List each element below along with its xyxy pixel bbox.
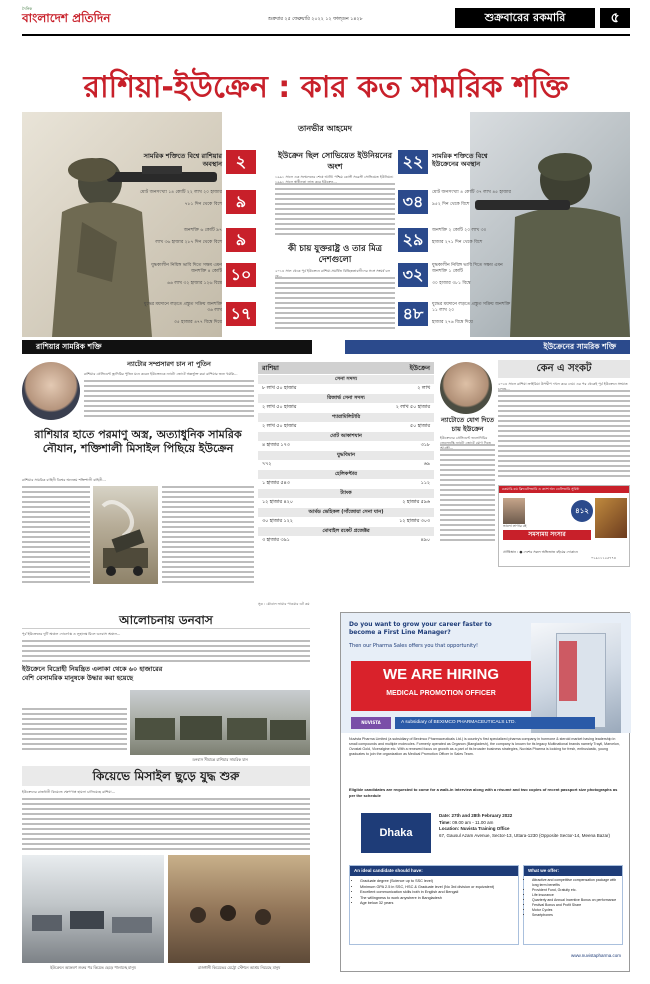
date-label: Date:: [439, 813, 451, 818]
nuclear-headline: রাশিয়ার হাতে পরমাণু অস্ত্র, অত্যাধুনিক সামরিক নৌযান, শক্তিশালী মিসাইল পিছিয়ে ইউক্রেন: [34, 428, 242, 455]
stat-sub: ৯৫২ দিন থেকে বিশে: [432, 202, 470, 207]
book-cover: [595, 498, 627, 538]
ukraine-strength-label: ইউক্রেনের সামরিক শক্তি: [345, 340, 630, 354]
russia-strength-label: রাশিয়ার সামরিক শক্তি: [22, 340, 312, 354]
stat-value: ৯: [226, 228, 256, 252]
ukraine-value: ২ লাখ ৫০ হাজার: [395, 405, 430, 410]
offer-heading: What we offer:: [524, 866, 622, 876]
comparison-table: [258, 362, 434, 607]
stat-sub: লাখ ৩৬ হাজার ২৮৭ দিন থেকে বিশে: [155, 240, 222, 245]
kyiv-traffic-photo: [22, 855, 164, 963]
stat-label: মোট জনসংখ্যা ৪ কোটি ৩৭ লাখ ৪৫ হাজার: [432, 190, 511, 195]
feature-title: রাশিয়া-ইউক্রেন : কার কত সামরিক শক্তি: [83, 70, 569, 105]
stat-sub: হাজার ২৭১ দিন থেকে বিশে: [432, 240, 483, 245]
ideal-item: • Excellent communication skills both in English and Bengali: [360, 890, 518, 896]
table-category: যুদ্ধবিমান: [258, 451, 434, 460]
russia-stat: [140, 263, 275, 293]
table-category: মোট আকাশযান: [258, 432, 434, 441]
donbas-heading: আলোচনায় ডনবাস: [22, 612, 310, 629]
offer-list: [524, 878, 622, 918]
military-convoy-photo: [130, 690, 310, 755]
russia-stat: [140, 228, 275, 254]
kyiv-caption-1: ইউক্রেনে আক্রমণ শুরুর পর কিয়েভ ছেড়ে পালাচ্ছে মানুষ: [50, 965, 136, 970]
stat-label: যুদ্ধের ময়দানে লড়তে প্রস্তুত সক্রিয় জনশক্তি ১১ লাখ ২০: [432, 302, 511, 313]
book-title: সমসাময় সংসার: [503, 530, 591, 540]
book-badge-number: ৪১২: [575, 507, 589, 515]
center-text-1: ১৯৯১ সালে এক সম্মেলনের শেষে আর্নি। পশ্চিম কোস্ট সব্রেস্ট সোভিয়েত ইউনিয়ন।: [275, 175, 394, 179]
offer-item: • Quarterly and Annual Incentive Bonus on performance: [532, 898, 622, 903]
ukraine-value: ৩১৮: [420, 443, 430, 448]
putin-heading: ন্যাটোর সম্প্রসারণ চান না পুতিন: [127, 360, 211, 368]
book-ad-top: রকমারি.কম ফ্রিডেলিভারি ও ক্যাশ অন ডেলিভারি সুবিধা: [499, 486, 629, 493]
offer-item: • Life insurance: [532, 893, 622, 898]
ukraine-value: ৪৯০: [420, 538, 430, 543]
ideal-item: • Minimum GPA 2.5 in SSC, HSC & Graduate level (No 3rd division or equivalent): [360, 885, 518, 891]
ukraine-stat: [398, 263, 538, 293]
stat-value: ১৭: [226, 302, 256, 326]
stat-label: সামরিক শক্তিতে বিশ্বে রাশিয়ার অবস্থান: [143, 152, 222, 168]
crisis-text: ২০২৪ সালে রাশিয়া ক্রাইমিয়া উপদ্বীপ দখল করে নেয়। এর পর থেকেই পূর্ব ইউক্রেনে সংঘাত: [498, 382, 628, 386]
crisis-heading: কেন এ সংকট: [498, 360, 630, 378]
table-row: [258, 422, 434, 432]
table-category: প্যারামিলিটারি: [258, 413, 434, 422]
stat-sub: হাজার ২৭৬ বিশ্বে দিয়ে: [432, 320, 473, 325]
table-category: হেলিকপ্টার: [258, 470, 434, 479]
stat-value: ৪৮: [398, 302, 428, 326]
donbas-quote: ইউক্রেনে বিদ্রোহী নিয়ন্ত্রিত এলাকা থেকে ৬০ হাজারের বেশি বেসামরিক মানুষকে উদ্ধার করা হয়েছে: [22, 665, 163, 682]
offer-item: • Motor Cycles: [532, 908, 622, 913]
metro-shelter-photo: [168, 855, 310, 963]
ad-question: Do you want to grow your career faster to become a First Line Manager?: [349, 621, 492, 636]
stat-label: জনশক্তি ২ কোটি ২০ লাখ ৩০: [432, 228, 487, 233]
hiring-title: WE ARE HIRING: [382, 666, 500, 683]
stat-sub: ৩০ হাজার ৩৮১ বিশ্বে: [432, 281, 471, 286]
nuclear-text-lines-right: [162, 486, 254, 586]
table-category: রিজার্ভ সেনা সদস্য: [258, 394, 434, 403]
ideal-item: • Age below 32 years: [360, 901, 518, 907]
table-category: সেনা সদস্য: [258, 375, 434, 384]
masthead: [22, 6, 132, 32]
book-ad-phone: ০১৯১১১২৫৭৭৪: [591, 556, 617, 560]
stat-label: যুদ্ধকালীন নিয়িঙ্গ ভাবি দিতে সক্ষম এমন জনশক্তি ১ কোটি: [432, 263, 503, 274]
zelensky-text-lines: [440, 444, 495, 540]
book-author-photo: [503, 498, 525, 524]
putin-photo: [22, 362, 80, 420]
ukraine-stat: [398, 150, 538, 176]
putin-text: রাশিয়ার প্রেসিডেন্ট ভ্লাদিমির পুতিন মনে করেন ইউক্রেনকে ন্যাটো জোটে অন্তর্ভুক্ত করা রাশিয়ার জন্য হুমকি...: [84, 372, 238, 376]
stat-sub: ৩৫ হাজার ৪৭৭ বিশ্বে দিয়ে: [173, 320, 222, 325]
nuclear-text: রাশিয়ার সামরিক বাহিনী বিশ্বের অন্যতম শক্তিশালী বাহিনী...: [22, 478, 106, 482]
table-row: [258, 517, 434, 527]
kyiv-caption-2: রাজধানী কিয়েভের মেট্রো স্টেশনে আশ্রয় নিয়েছে মানুষ: [197, 965, 281, 970]
masthead-logo: বাংলাদেশ প্রতিদিন: [22, 11, 111, 25]
missile-text: ইউক্রেনের রাজধানী কিয়েভে ক্ষেপণাস্ত্র হামলা চালিয়েছে রাশিয়া...: [22, 790, 115, 794]
hiring-subtitle: MEDICAL PROMOTION OFFICER: [386, 690, 496, 697]
stat-sub: ৭৮১ দিন থেকে বিশে: [184, 202, 222, 207]
russia-value: ১২ হাজার ৪২০: [262, 500, 293, 505]
table-category: মোবাইল রকেট প্রজেক্টর: [258, 527, 434, 536]
table-category: আর্মড ভেহিকল (সাঁজোয়া সেনা যান): [258, 508, 434, 517]
stat-value: ৩২: [398, 263, 428, 287]
ideal-candidate-panel: [349, 865, 519, 945]
col-ukraine: ইউক্রেন: [409, 364, 430, 372]
table-row: [258, 536, 434, 546]
stat-label: যুদ্ধের ময়দানে লড়তে প্রস্তুত সক্রিয় জনশক্তি ৩৬ লাখ: [143, 302, 222, 313]
donbas-text-lines-top: [22, 640, 310, 665]
russia-value: ৪ হাজার ১৭৩: [262, 443, 290, 448]
zelensky-text: ইউক্রেনের প্রেসিডেন্ট ভলোদিমির: [440, 436, 488, 440]
table-row: [258, 403, 434, 413]
stat-label: জনশক্তি ৬ কোটি ৯৭: [183, 228, 222, 233]
ukraine-value: ১১২: [420, 481, 430, 486]
eligibility-note: Eligible candidates are requested to come for a walk-in interview along with a résumé and two copies of recent passport size photographs as per the schedule: [349, 787, 618, 798]
offer-item: • Provident Fund, Gratuity etc.: [532, 888, 622, 893]
russia-value: ৭৭২: [262, 462, 272, 467]
stat-label: যুদ্ধকালীন নিয়িঙ্গ ভাবি দিতে সক্ষম এমন জনশক্তি ৪ কোটি: [151, 263, 222, 274]
page-number: ৫: [600, 8, 630, 28]
russia-value: ৩ হাজার ৩৯১: [262, 538, 290, 543]
nuvista-logo-text: NUVISTA PHARMA: [361, 720, 381, 737]
donbas-text-lines-left: [22, 708, 127, 753]
table-source: সূত্র : গ্লোবাল ফায়ার পাওয়ার ডট কম: [258, 602, 310, 606]
missile-text-lines: [22, 798, 310, 853]
hiring-banner: [351, 661, 531, 711]
interview-schedule: [439, 813, 619, 857]
job-ad: [340, 612, 630, 972]
book-subtitle: ভালো লাগার বই: [503, 524, 527, 528]
russia-value: ২ লাখ ৫০ হাজার: [262, 424, 297, 429]
zelensky-heading: ন্যাটোতে যোগ দিতে চায় ইউক্রেন: [441, 416, 494, 433]
center-text-lines-1: [275, 183, 395, 238]
ukraine-value: ২ লাখ: [417, 386, 430, 391]
table-row: [258, 460, 434, 470]
crisis-text-lines: [498, 390, 630, 480]
book-ad-footer: প্রাপ্তিস্থান : ● দেশের সকল অভিজাত বইয়ের দোকানে: [503, 550, 578, 554]
interview-time: 09.00 am - 11.00 am: [452, 819, 494, 825]
ukraine-value: ১২ হাজার ৩০৩: [399, 519, 430, 524]
interview-city: Dhaka: [361, 813, 431, 853]
ad-tagline: Then our Pharma Sales offers you that opportunity!: [349, 643, 479, 649]
header-rule: [22, 34, 630, 36]
company-website[interactable]: www.nuvistapharma.com: [570, 953, 621, 958]
offer-item: • Attractive and competitive compensation package with long term benefits: [532, 878, 622, 888]
ukraine-value: ২ হাজার ৫৯৬: [402, 500, 430, 505]
book-ad: [498, 485, 630, 567]
russia-stat: [140, 302, 275, 332]
table-row: [258, 498, 434, 508]
ideal-list: [350, 879, 518, 907]
stat-label: সামরিক শক্তিতে বিশ্বে ইউক্রেনের অবস্থান: [432, 152, 488, 168]
ukraine-stat: [398, 190, 538, 216]
center-text-lines-2: [275, 277, 395, 334]
ideal-item: • The willingness to work anywhere in Bangladesh: [360, 896, 518, 902]
stat-value: ৯: [226, 190, 256, 214]
book-badge: [571, 500, 593, 522]
offer-item: • Smartphones: [532, 913, 622, 918]
stat-value: ২৯: [398, 228, 428, 252]
time-label: Time:: [439, 819, 451, 825]
stat-value: ১০: [226, 263, 256, 287]
masthead-small: দৈনিক: [22, 6, 33, 11]
ukraine-stat: [398, 228, 538, 254]
ukraine-stats: [398, 150, 538, 335]
interview-address: 67, Gausul Azam Avenue, Sector-13, Uttara-1230 (Opposite Sector-14, Meena Bazar): [439, 832, 611, 838]
offer-panel: [523, 865, 623, 945]
interview-date: 27th and 28th February 2022: [451, 813, 513, 818]
russia-value: ২ লাখ ৫০ হাজার: [262, 405, 297, 410]
convoy-caption: ডনবাস সীমান্তে রাশিয়ার সামরিক যান: [192, 757, 248, 762]
location-label: Location:: [439, 826, 460, 831]
table-category: ট্যাংক: [258, 489, 434, 498]
subsidiary-line: A subsidiary of BEXIMCO PHARMACEUTICALS LTD.: [395, 717, 595, 729]
donbas-text: পূর্ব ইউক্রেনের দুটি অঞ্চল দোনেৎস্ক ও লুহানস্ক মিলে ডনবাস অঞ্চল...: [22, 632, 121, 636]
table-row: [258, 441, 434, 451]
interview-location: Nuvista Training Office: [460, 826, 510, 831]
rocket-launcher-photo: [93, 486, 158, 584]
ukraine-value: ৫০ হাজার: [410, 424, 430, 429]
center-heading-1: ইউক্রেন ছিল সোভিয়েত ইউনিয়নের অংশ: [277, 151, 393, 171]
russia-value: ১ হাজার ৫৪৩: [262, 481, 290, 486]
offer-item: • Festival Bonus and Profit Share: [532, 903, 622, 908]
company-description: Nuvista Pharma Limited (a subsidiary of Beximco Pharmaceuticals Ltd.) is country's first specialized pharma company in hormone & steroid market having leadership in small compounds and multiple molecules. Formerly operated as Organon (Bangladesh), the company is known for its legacy Multinational brands namely Trayil, Marvelon, Ovostat Gold, Viceralgine etc. With a renewed focus on growth as a part of its broader business strategies, Nuvista Pharma is looking for fresh, enthusiastic, young graduates to join the organization as Medical Promotion Officer in Sales Team.: [349, 737, 620, 756]
zelensky-photo: [440, 362, 492, 414]
table-header: [258, 362, 434, 374]
table-body: [258, 375, 434, 603]
stat-sub: ৬৬ লাখ ৩২ হাজার ১২৬ বিশ্বে: [167, 281, 222, 286]
stat-value: ৩৪: [398, 190, 428, 214]
col-russia: রাশিয়া: [262, 364, 279, 372]
russia-value: ৮ লাখ ৫০ হাজার: [262, 386, 297, 391]
russia-value: ৩০ হাজার ১২২: [262, 519, 293, 524]
russia-stat: [140, 150, 275, 176]
ideal-item: • Graduate degree (Science up to SSC level): [360, 879, 518, 885]
center-heading-2: কী চায় যুক্তরাষ্ট্র ও তার মিত্র দেশগুলো: [287, 244, 383, 265]
issue-date: শুক্রবার ২৫ ফেব্রুয়ারি ২০২২ ১২ ফাল্গুন ১৪২৮: [268, 17, 363, 22]
byline: তানভীর আহমেদ: [298, 124, 352, 133]
table-row: [258, 384, 434, 394]
section-title: শুক্রবারের রকমারি: [455, 8, 595, 28]
ideal-heading: An ideal candidate should have:: [350, 866, 518, 876]
stat-value: ২: [226, 150, 256, 174]
stat-value: ২২: [398, 150, 428, 174]
russia-stat: [140, 190, 275, 216]
russia-stats: [140, 150, 275, 335]
nuclear-text-lines-left: [22, 486, 90, 586]
missile-heading: কিয়েভে মিসাইল ছুড়ে যুদ্ধ শুরু: [22, 766, 310, 786]
table-row: [258, 479, 434, 489]
putin-text-lines: [84, 380, 254, 420]
center-text-2: ২০১৪ সাল থেকে পূর্ব ইউক্রেনে রাশিয়া-সমর্থিত বিচ্ছিন্নতাবাদীদের সঙ্গে সংঘর্ষ চল: [275, 269, 391, 273]
nuvista-logo: [351, 717, 391, 737]
stat-label: মোট জনসংখ্যা ১৪ কোটি ২২ লাখ ২০ হাজার: [140, 190, 222, 195]
ukraine-value: ৬৯: [423, 462, 430, 467]
ukraine-stat: [398, 302, 538, 332]
